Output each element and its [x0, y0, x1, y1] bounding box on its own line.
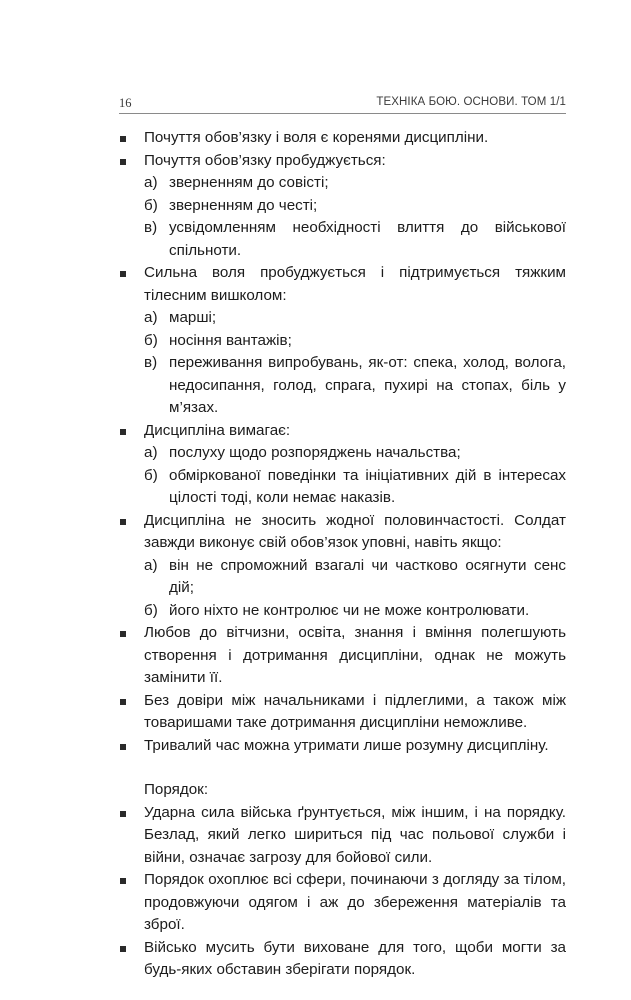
bullet-item: Без довіри між начальниками і підлеглими, а також між товаришами таке дотримання дисципліни неможливе.	[119, 690, 566, 735]
sub-marker: б)	[144, 601, 158, 619]
sub-item	[119, 555, 566, 600]
sub-text: його ніхто не контролює чи не може контролювати.	[169, 601, 530, 619]
section-heading-order: Порядок:	[144, 781, 209, 798]
sub-item	[119, 442, 566, 465]
sub-item	[119, 195, 566, 218]
sub-marker: в)	[144, 219, 158, 236]
bullet-item: Почуття обов’язку пробуджується:	[119, 150, 566, 173]
bullet-item: Любов до вітчизни, освіта, знання і вміння полегшують створення і дотримання дисципліни, однак не можуть замінити її.	[119, 622, 566, 690]
sub-marker: а)	[144, 556, 158, 574]
sub-marker: б)	[144, 466, 158, 484]
sub-text: послуху щодо розпоряджень начальства;	[169, 444, 461, 461]
page-body	[119, 127, 566, 982]
sub-text: зверненням до совісті;	[169, 174, 329, 191]
bullet-item: Військо мусить бути виховане для того, щоби могти за будь-яких обставин зберігати порядок.	[119, 937, 566, 982]
page-number: 16	[119, 96, 132, 110]
sub-text: зверненням до честі;	[169, 196, 318, 214]
sub-item	[119, 465, 566, 510]
sub-item	[119, 172, 566, 195]
bullet-item: Порядок охоплює всі сфери, починаючи з догляду за тілом, продовжуючи одягом і аж до збереження матеріалів та зброї.	[119, 869, 566, 937]
sub-marker: б)	[144, 196, 158, 214]
bullet-item: Сильна воля пробуджується і підтримується тяжким тілесним вишколом:	[119, 262, 566, 307]
sub-item	[119, 217, 566, 262]
running-title: ТЕХНІКА БОЮ. ОСНОВИ. ТОМ 1/1	[376, 96, 566, 108]
sub-text: носіння вантажів;	[169, 331, 292, 349]
bullet-item: Ударна сила війська ґрунтується, між іншим, і на порядку. Безлад, який легко шириться під час польової служби і війни, означає загрозу для бойової сили.	[119, 802, 566, 870]
sub-text: усвідомленням необхідності влиття до військової спільноти.	[169, 219, 566, 259]
running-header	[119, 93, 566, 114]
sub-marker: б)	[144, 331, 158, 349]
sub-marker: в)	[144, 354, 158, 371]
bullet-item: Дисципліна не зносить жодної половинчастості. Солдат завжди виконує свій обов’язок уповні, навіть якщо:	[119, 510, 566, 555]
sub-marker: а)	[144, 174, 158, 191]
sub-text: переживання випробувань, як-от: спека, холод, волога, недосипання, голод, спрага, пухирі на стопах, біль у м’язах.	[169, 354, 566, 416]
sub-text: обміркованої поведінки та ініціативних дій в інтересах цілості тоді, коли немає наказів.	[169, 466, 566, 506]
sub-item	[119, 600, 566, 623]
bullet-item: Почуття обов’язку і воля є коренями дисципліни.	[119, 127, 566, 150]
sub-text: марші;	[169, 309, 217, 326]
bullet-item: Дисципліна вимагає:	[119, 420, 566, 443]
sub-marker: а)	[144, 309, 158, 326]
bullet-item: Тривалий час можна утримати лише розумну дисципліну.	[119, 735, 566, 758]
sub-item	[119, 307, 566, 330]
sub-marker: а)	[144, 444, 158, 461]
sub-text: він не спроможний взагалі чи частково осягнути сенс дій;	[169, 556, 566, 596]
sub-item	[119, 352, 566, 420]
paragraph-spacer	[119, 757, 566, 779]
sub-item	[119, 330, 566, 353]
